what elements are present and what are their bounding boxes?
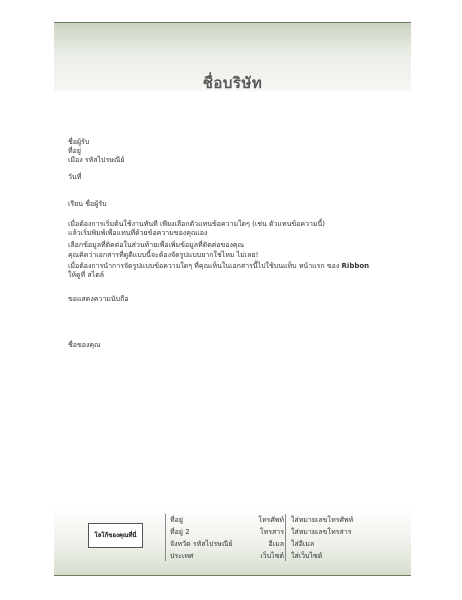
body-line[interactable]: คุณคิดว่าเอกสารที่ดูดีแบบนี้จะต้องจัดรูปแบบยากใช่ไหม ไม่เลย!	[68, 251, 259, 259]
body-line[interactable]: เมื่อต้องการเริ่มต้นใช้งานทันที เพียงเลือกตัวแทนข้อความใดๆ (เช่น ตัวแทนข้อความนี้)	[68, 220, 326, 228]
footer-address-line[interactable]: ประเทศ	[170, 552, 194, 560]
email-label: อีเมล	[268, 540, 284, 548]
footer-divider	[285, 514, 286, 561]
footer-address-line[interactable]: จังหวัด รหัสไปรษณีย์	[170, 540, 233, 548]
phone-value[interactable]: ใส่หมายเลขโทรศัพท์	[291, 516, 354, 524]
body-line[interactable]: แล้วเริ่มพิมพ์เพื่อแทนที่ด้วยข้อความของคุณเอง	[68, 229, 208, 237]
fax-value[interactable]: ใส่หมายเลขโทรสาร	[291, 528, 352, 536]
closing[interactable]: ขอแสดงความนับถือ	[68, 295, 129, 303]
date-field[interactable]: วันที่	[68, 173, 82, 181]
footer-address-line[interactable]: ที่อยู่ 2	[170, 528, 190, 536]
footer-divider	[165, 514, 166, 561]
fax-label: โทรสาร	[259, 528, 284, 536]
ribbon-text: Ribbon	[341, 262, 370, 270]
company-name[interactable]: ชื่อบริษัท	[202, 74, 263, 92]
body-line[interactable]: ให้ดูที่ สไตล์	[68, 271, 105, 279]
signature-name[interactable]: ชื่อของคุณ	[68, 341, 101, 349]
website-label: เว็บไซต์	[260, 552, 284, 560]
body-line-text: เมื่อต้องการนำการจัดรูปแบบข้อความใดๆ ที่คุณเห็นในเอกสารนี้ไปใช้บนแท็บ หน้าแรก ของ	[68, 262, 342, 270]
logo-placeholder[interactable]: โลโก้ของคุณที่นี่	[88, 523, 143, 548]
body-line[interactable]: เลือกข้อมูลที่ติดต่อในส่วนท้ายเพื่อเพิ่มข้อมูลที่ติดต่อของคุณ	[68, 241, 245, 249]
footer-address-line[interactable]: ที่อยู่	[170, 516, 183, 524]
recipient-city-zip[interactable]: เมือง รหัสไปรษณีย์	[68, 156, 125, 164]
body-line[interactable]	[68, 262, 369, 271]
email-value[interactable]: ใส่อีเมล	[291, 540, 315, 548]
website-value[interactable]: ใส่เว็บไซต์	[291, 552, 323, 560]
phone-label: โทรศัพท์	[258, 516, 284, 524]
greeting[interactable]: เรียน ชื่อผู้รับ	[68, 200, 107, 208]
recipient-name[interactable]: ชื่อผู้รับ	[68, 138, 90, 146]
recipient-address[interactable]: ที่อยู่	[68, 147, 81, 155]
